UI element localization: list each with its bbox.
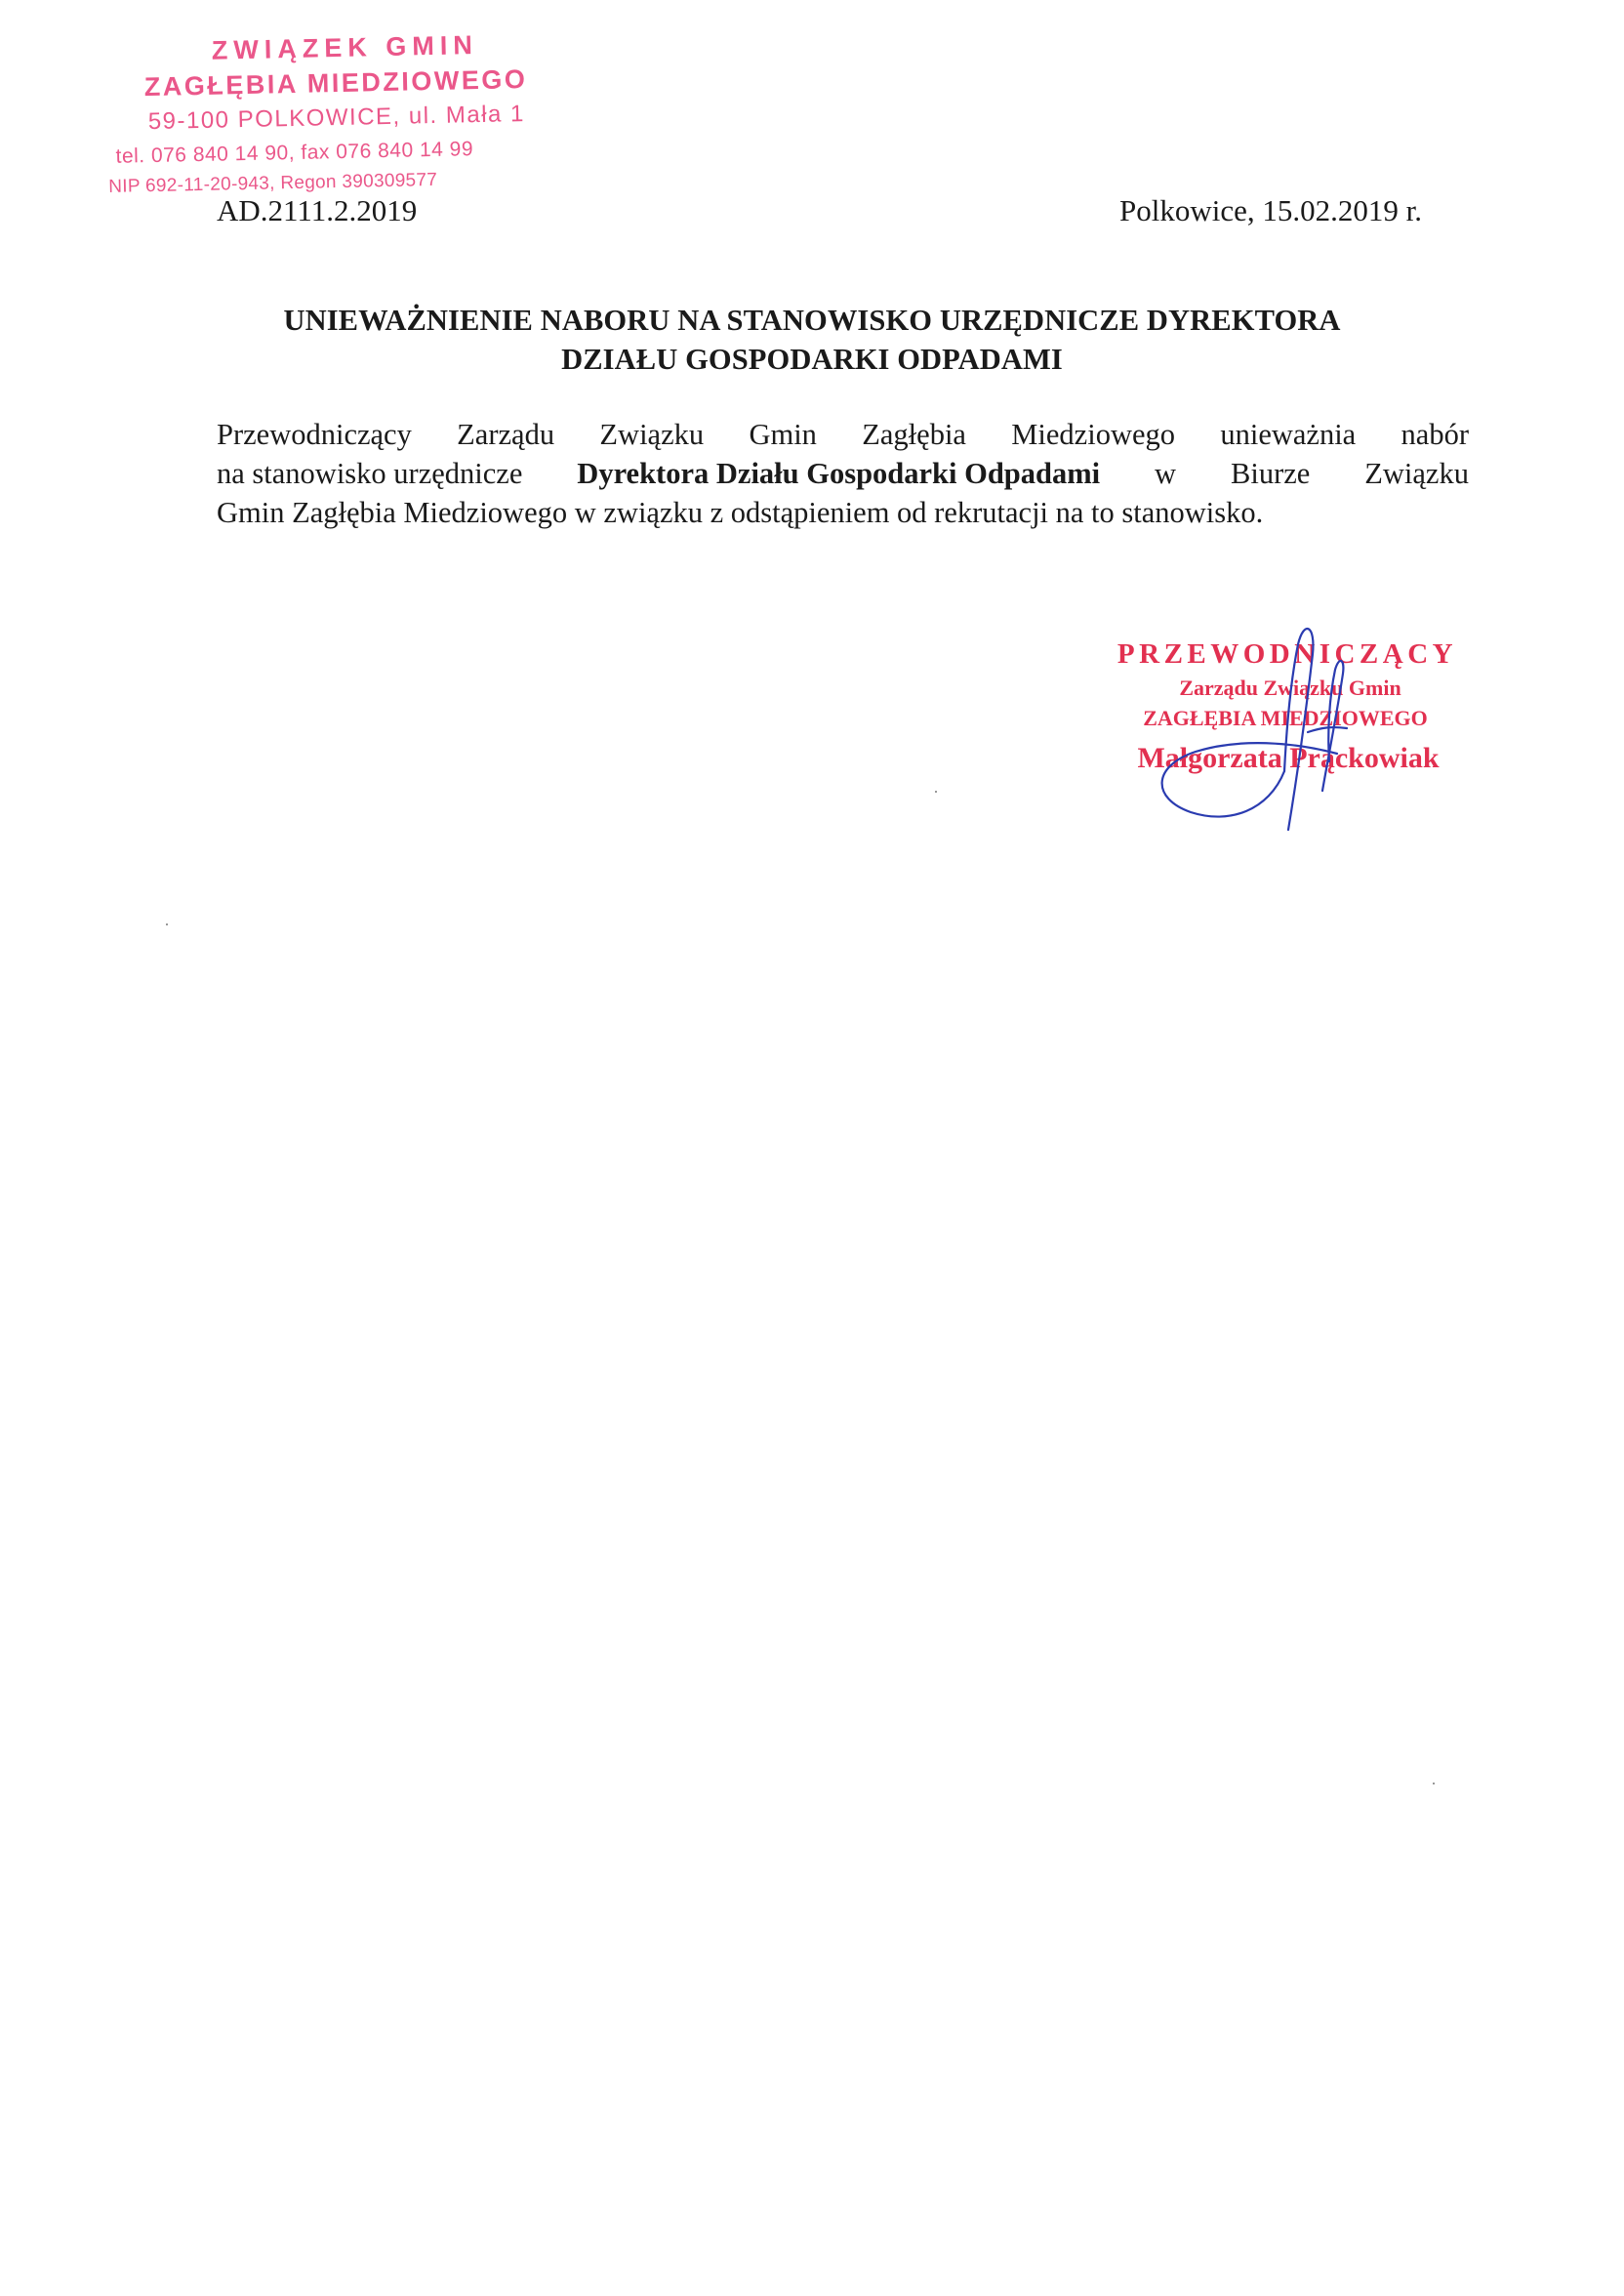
body-line-3: Gmin Zagłębia Miedziowego w związku z odstąpieniem od rekrutacji na to stanowisko. <box>217 496 1264 529</box>
signature-stamp-title: PRZEWODNICZĄCY <box>1116 638 1458 670</box>
reference-number: AD.2111.2.2019 <box>217 193 418 227</box>
body-line-2 <box>217 454 1469 493</box>
signature-stamp-organization: ZAGŁĘBIA MIEDZIOWEGO <box>1143 706 1428 730</box>
signature-stamp-board: Zarządu Związku Gmin <box>1179 676 1401 700</box>
title-line-1: UNIEWAŻNIENIE NABORU NA STANOWISKO URZĘDNICZE DYREKTORA <box>283 304 1341 337</box>
scan-speck <box>935 791 937 793</box>
body-word: Związku <box>599 418 705 451</box>
signature-stamp-signatory-name: Małgorzata Prąckowiak <box>1137 742 1440 774</box>
stamp-phone-fax: tel. 076 840 14 90, fax 076 840 14 99 <box>115 138 474 168</box>
body-paragraph <box>217 415 1469 532</box>
body-word: Miedziowego <box>1011 418 1176 451</box>
document-title <box>195 301 1429 379</box>
place-date: Polkowice, 15.02.2019 r. <box>1119 193 1422 227</box>
body-line-1 <box>217 415 1469 454</box>
title-line-2: DZIAŁU GOSPODARKI ODPADAMI <box>561 343 1063 376</box>
body-word: unieważnia <box>1220 418 1357 451</box>
stamp-address: 59-100 POLKOWICE, ul. Mała 1 <box>147 101 526 136</box>
signature-stamp <box>1083 635 1474 783</box>
body-word: Związku <box>1364 457 1469 490</box>
body-word: nabór <box>1401 418 1469 451</box>
stamp-organization-subname: ZAGŁĘBIA MIEDZIOWEGO <box>143 63 528 102</box>
position-name-bold: Dyrektora Działu Gospodarki Odpadami <box>577 457 1101 490</box>
stamp-organization-name: ZWIĄZEK GMIN <box>211 30 479 65</box>
header-stamp <box>105 25 567 202</box>
body-word: Przewodniczący <box>217 418 412 451</box>
body-text-segment: na stanowisko urzędnicze <box>217 457 523 490</box>
body-word: Gmin <box>749 418 817 451</box>
body-word: w <box>1155 457 1177 490</box>
scan-speck <box>166 923 168 925</box>
stamp-nip-regon: NIP 692-11-20-943, Regon 390309577 <box>108 169 438 197</box>
body-word: Zagłębia <box>862 418 966 451</box>
body-word: Biurze <box>1231 457 1311 490</box>
scan-speck <box>1433 1783 1435 1784</box>
body-word: Zarządu <box>457 418 555 451</box>
